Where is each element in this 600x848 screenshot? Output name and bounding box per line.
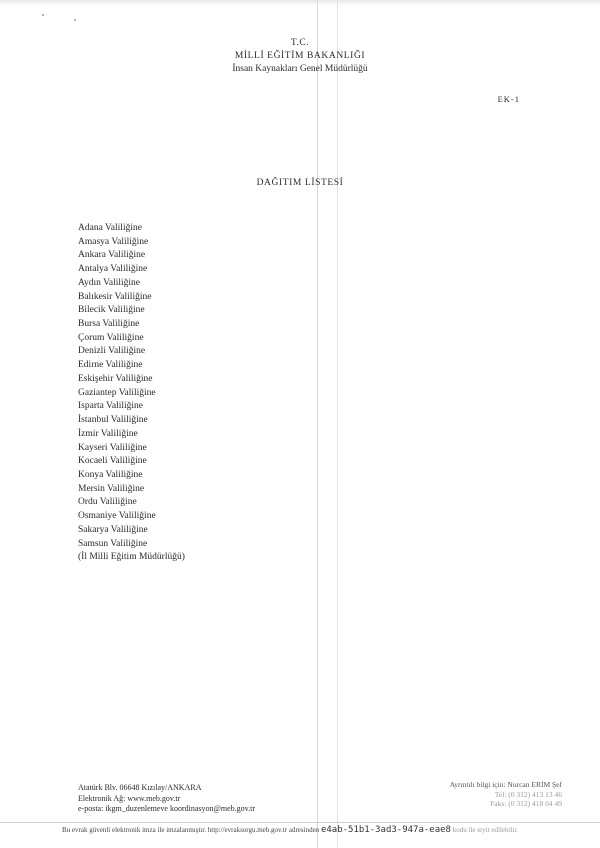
recipient-item: Ordu Valiliğine: [78, 497, 137, 508]
annex-label: EK-1: [497, 94, 520, 104]
scan-line: [337, 0, 338, 848]
recipient-item: Bursa Valiliğine: [78, 319, 140, 330]
footer-website: Elektronik Ağ: www.meb.gov.tr: [78, 793, 181, 803]
footer-fax: Faks: (0 312) 418 04 49: [490, 799, 562, 808]
recipient-item: Konya Valiliğine: [78, 469, 143, 480]
scan-speck: [74, 19, 76, 21]
footer-address-block: [78, 783, 255, 815]
recipient-item: Gaziantep Valiliğine: [78, 387, 156, 398]
recipient-item: Antalya Valiliğine: [78, 264, 148, 275]
footer-phone: Tel: (0 312) 413 13 46: [494, 789, 562, 799]
footer-address: Atatürk Blv. 06648 Kızılay/ANKARA: [78, 783, 202, 792]
recipient-item: Kayseri Valiliğine: [78, 442, 147, 453]
e-signature-note: [62, 825, 518, 835]
recipient-item: Isparta Valiliğine: [78, 401, 143, 412]
distribution-list-title: DAĞITIM LİSTESİ: [256, 178, 344, 188]
recipient-item: Ankara Valiliğine: [78, 250, 146, 261]
letterhead-ministry: MİLLİ EĞİTİM BAKANLIĞI: [234, 51, 366, 61]
footer-email: e-posta: ikgm_duzenlemeve koordinasyon@meb.gov.tr: [78, 804, 256, 813]
recipient-item: Samsun Valiliğine: [78, 538, 148, 549]
recipient-item: Osmaniye Valiliğine: [78, 511, 156, 522]
recipient-item: Çorum Valiliğine: [78, 332, 144, 343]
recipient-item: (İl Milli Eğitim Müdürlüğü): [78, 552, 185, 563]
recipient-item: Kocaeli Valiliğine: [78, 456, 147, 467]
verification-code: e4ab-51b1-3ad3-947a-eae8: [320, 825, 451, 835]
scan-line: [317, 0, 318, 848]
recipient-item: Mersin Valiliğine: [78, 483, 145, 494]
letterhead-department: İnsan Kaynakları Genel Müdürlüğü: [232, 64, 368, 74]
scan-shadow: [0, 0, 600, 6]
footer-contact-block: [450, 780, 562, 809]
recipient-item: Balıkesir Valiliğine: [78, 291, 152, 302]
footer-contact-person: Ayrıntılı bilgi için: Nurcan ERİM Şef: [449, 780, 562, 789]
letterhead-country: T.C.: [290, 38, 310, 48]
recipient-item: İzmir Valiliğine: [78, 428, 138, 439]
recipient-item: Amasya Valiliğine: [78, 236, 149, 247]
recipient-item: Adana Valiliğine: [78, 223, 142, 233]
letterhead: [150, 37, 450, 76]
recipient-item: Bilecik Valiliğine: [78, 305, 145, 316]
recipient-item: Eskişehir Valiliğine: [78, 373, 153, 384]
recipient-item: İstanbul Valiliğine: [78, 415, 148, 426]
distribution-list: [78, 222, 185, 565]
recipient-item: Denizli Valiliğine: [78, 346, 146, 357]
recipient-item: Aydın Valiliğine: [78, 277, 141, 288]
e-signature-text: Bu evrak güvenli elektronik imza ile imzalanmıştır. http://evraksorgu.meb.gov.tr adresinden: [62, 826, 320, 834]
recipient-item: Sakarya Valiliğine: [78, 524, 148, 535]
scan-speck: [42, 14, 44, 16]
footer-divider: [0, 822, 600, 823]
recipient-item: Edirne Valiliğine: [78, 360, 143, 371]
e-signature-suffix: kodu ile teyit edilebilir.: [452, 826, 519, 834]
